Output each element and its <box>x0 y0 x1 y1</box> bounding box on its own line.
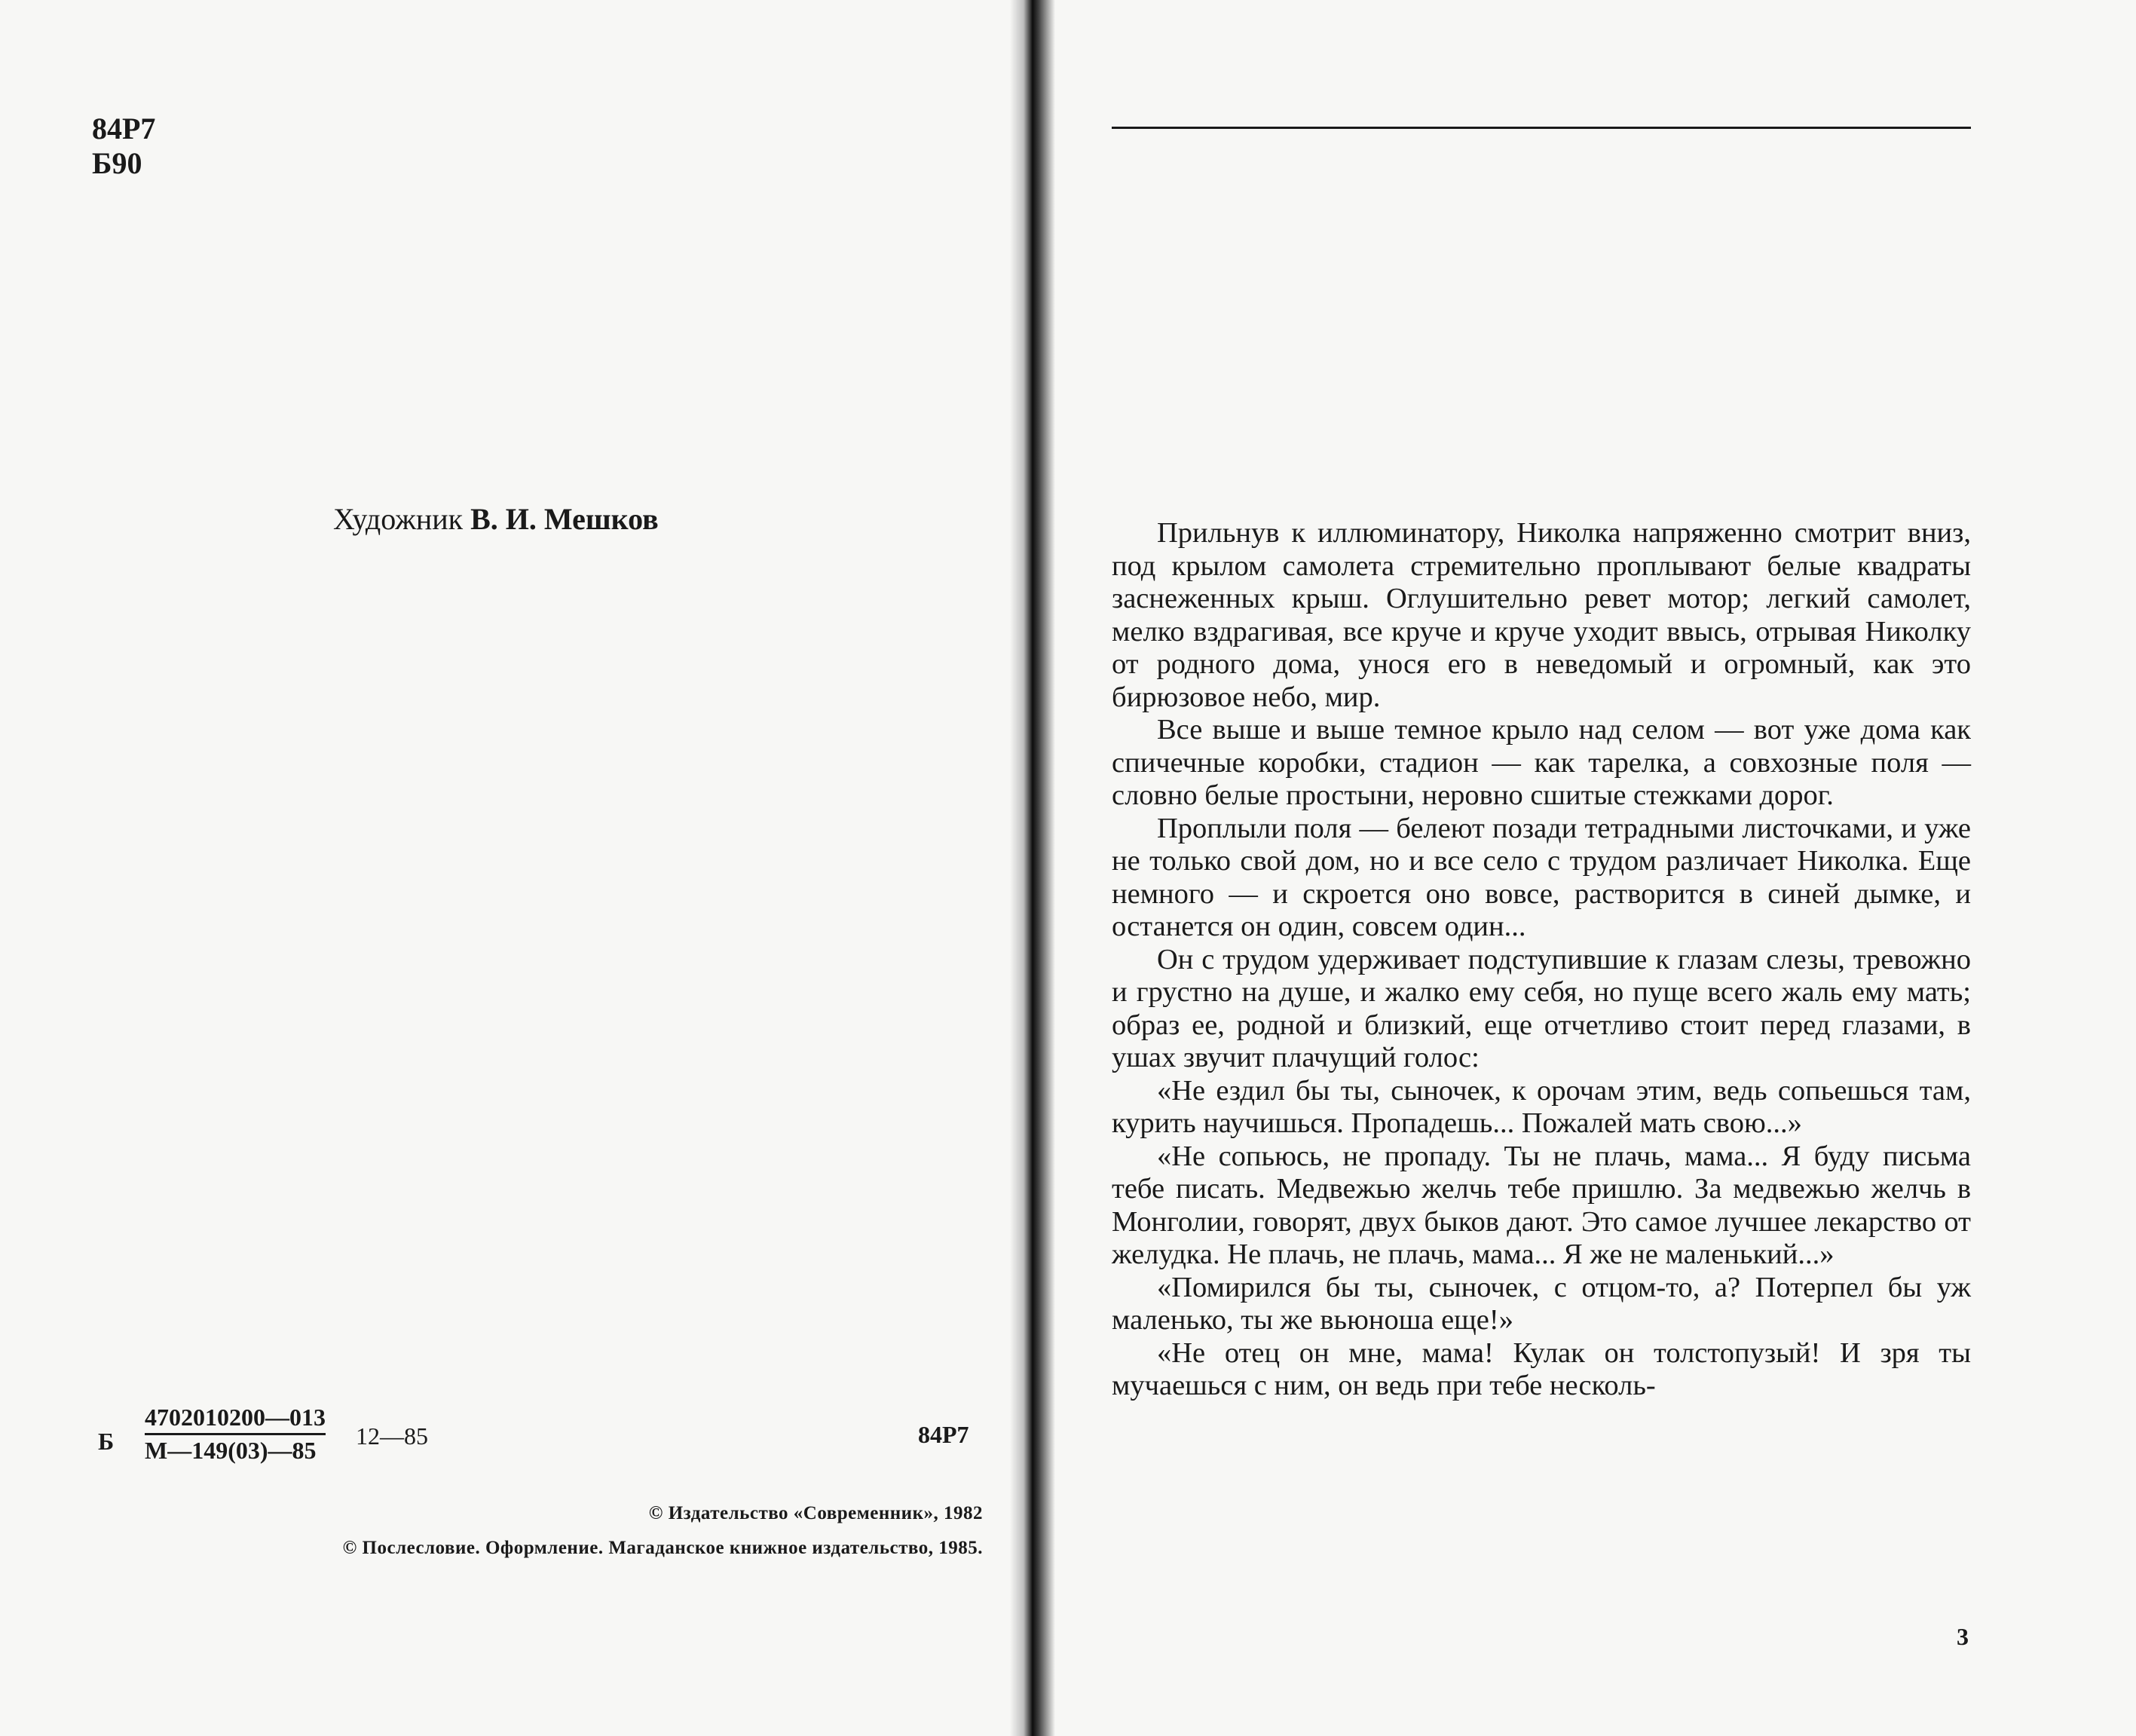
isbn-suffix: 12—85 <box>356 1422 428 1450</box>
top-rule <box>1112 127 1971 129</box>
copyright-line-2: © Послесловие. Оформление. Магаданское книжное издательство, 1985. <box>342 1538 983 1558</box>
catalog-codes <box>92 112 155 181</box>
illustrator-name: В. И. Мешков <box>470 502 659 536</box>
isbn-letter: Б <box>98 1428 115 1455</box>
isbn-denominator: М—149(03)—85 <box>145 1437 317 1464</box>
paragraph: «Не отец он мне, мама! Кулак он толстопузый! И зря ты мучаешься с ним, он ведь при тебе несколь- <box>1112 1336 1971 1401</box>
catalog-code-1: 84Р7 <box>92 112 156 145</box>
paragraph: Прильнув к иллюминатору, Николка напряженно смотрит вниз, под крылом самолета стремительно проплывают белые квадраты заснеженных крыш. Оглушительно ревет мотор; легкий самолет, мелко вздрагивая, все круче и круче уходит ввысь, отрывая Николку от родного дома, унося его в неведомый и огромный, как это бирюзовое небо, мир. <box>1112 517 1971 713</box>
paragraph: «Помирился бы ты, сыночек, с отцом-то, а? Потерпел бы уж маленько, ты же вьюноша еще!» <box>1112 1271 1971 1336</box>
book-spine <box>1010 0 1055 1736</box>
right-page <box>1055 0 2136 1736</box>
paragraph: «Не ездил бы ты, сыночек, к орочам этим, ведь сопьешься там, курить научишься. Пропадешь... Пожалей мать свою...» <box>1112 1074 1971 1139</box>
paragraph: Он с трудом удерживает подступившие к глазам слезы, тревожно и грустно на душе, и жалко ему себя, но пуще всего жаль ему мать; образ ее, родной и близкий, еще отчетливо стоит перед глазами, в ушах звучит плачущий голос: <box>1112 943 1971 1073</box>
illustrator-credit <box>333 501 659 537</box>
catalog-code-2: Б90 <box>92 146 142 180</box>
illustrator-prefix: Художник <box>333 502 464 536</box>
catalog-code-bottom: 84Р7 <box>918 1421 969 1448</box>
copyright-line-1: © Издательство «Современник», 1982 <box>648 1503 983 1523</box>
page-number: 3 <box>1957 1623 1969 1650</box>
isbn-numerator: 4702010200—013 <box>145 1404 326 1435</box>
isbn-fraction <box>145 1404 326 1465</box>
paragraph: «Не сопьюсь, не пропаду. Ты не плачь, мама... Я буду письма тебе писать. Медвежью желчь тебе пришлю. За медвежью желчь в Монголии, говорят, двух быков дают. Это самое лучшее лекарство от желудка. Не плачь, не плачь, мама... Я же не маленький...» <box>1112 1140 1971 1270</box>
left-page <box>0 0 1010 1736</box>
paragraph: Проплыли поля — белеют позади тетрадными листочками, и уже не только свой дом, но и все село с трудом различает Николка. Еще немного — и скроется оно вовсе, растворится в синей дымке, и останется он один, совсем один... <box>1112 812 1971 942</box>
paragraph: Все выше и выше темное крыло над селом — вот уже дома как спичечные коробки, стадион — как тарелка, а совхозные поля — словно белые простыни, неровно сшитые стежками дорог. <box>1112 714 1971 811</box>
body-text <box>1112 517 1971 1403</box>
